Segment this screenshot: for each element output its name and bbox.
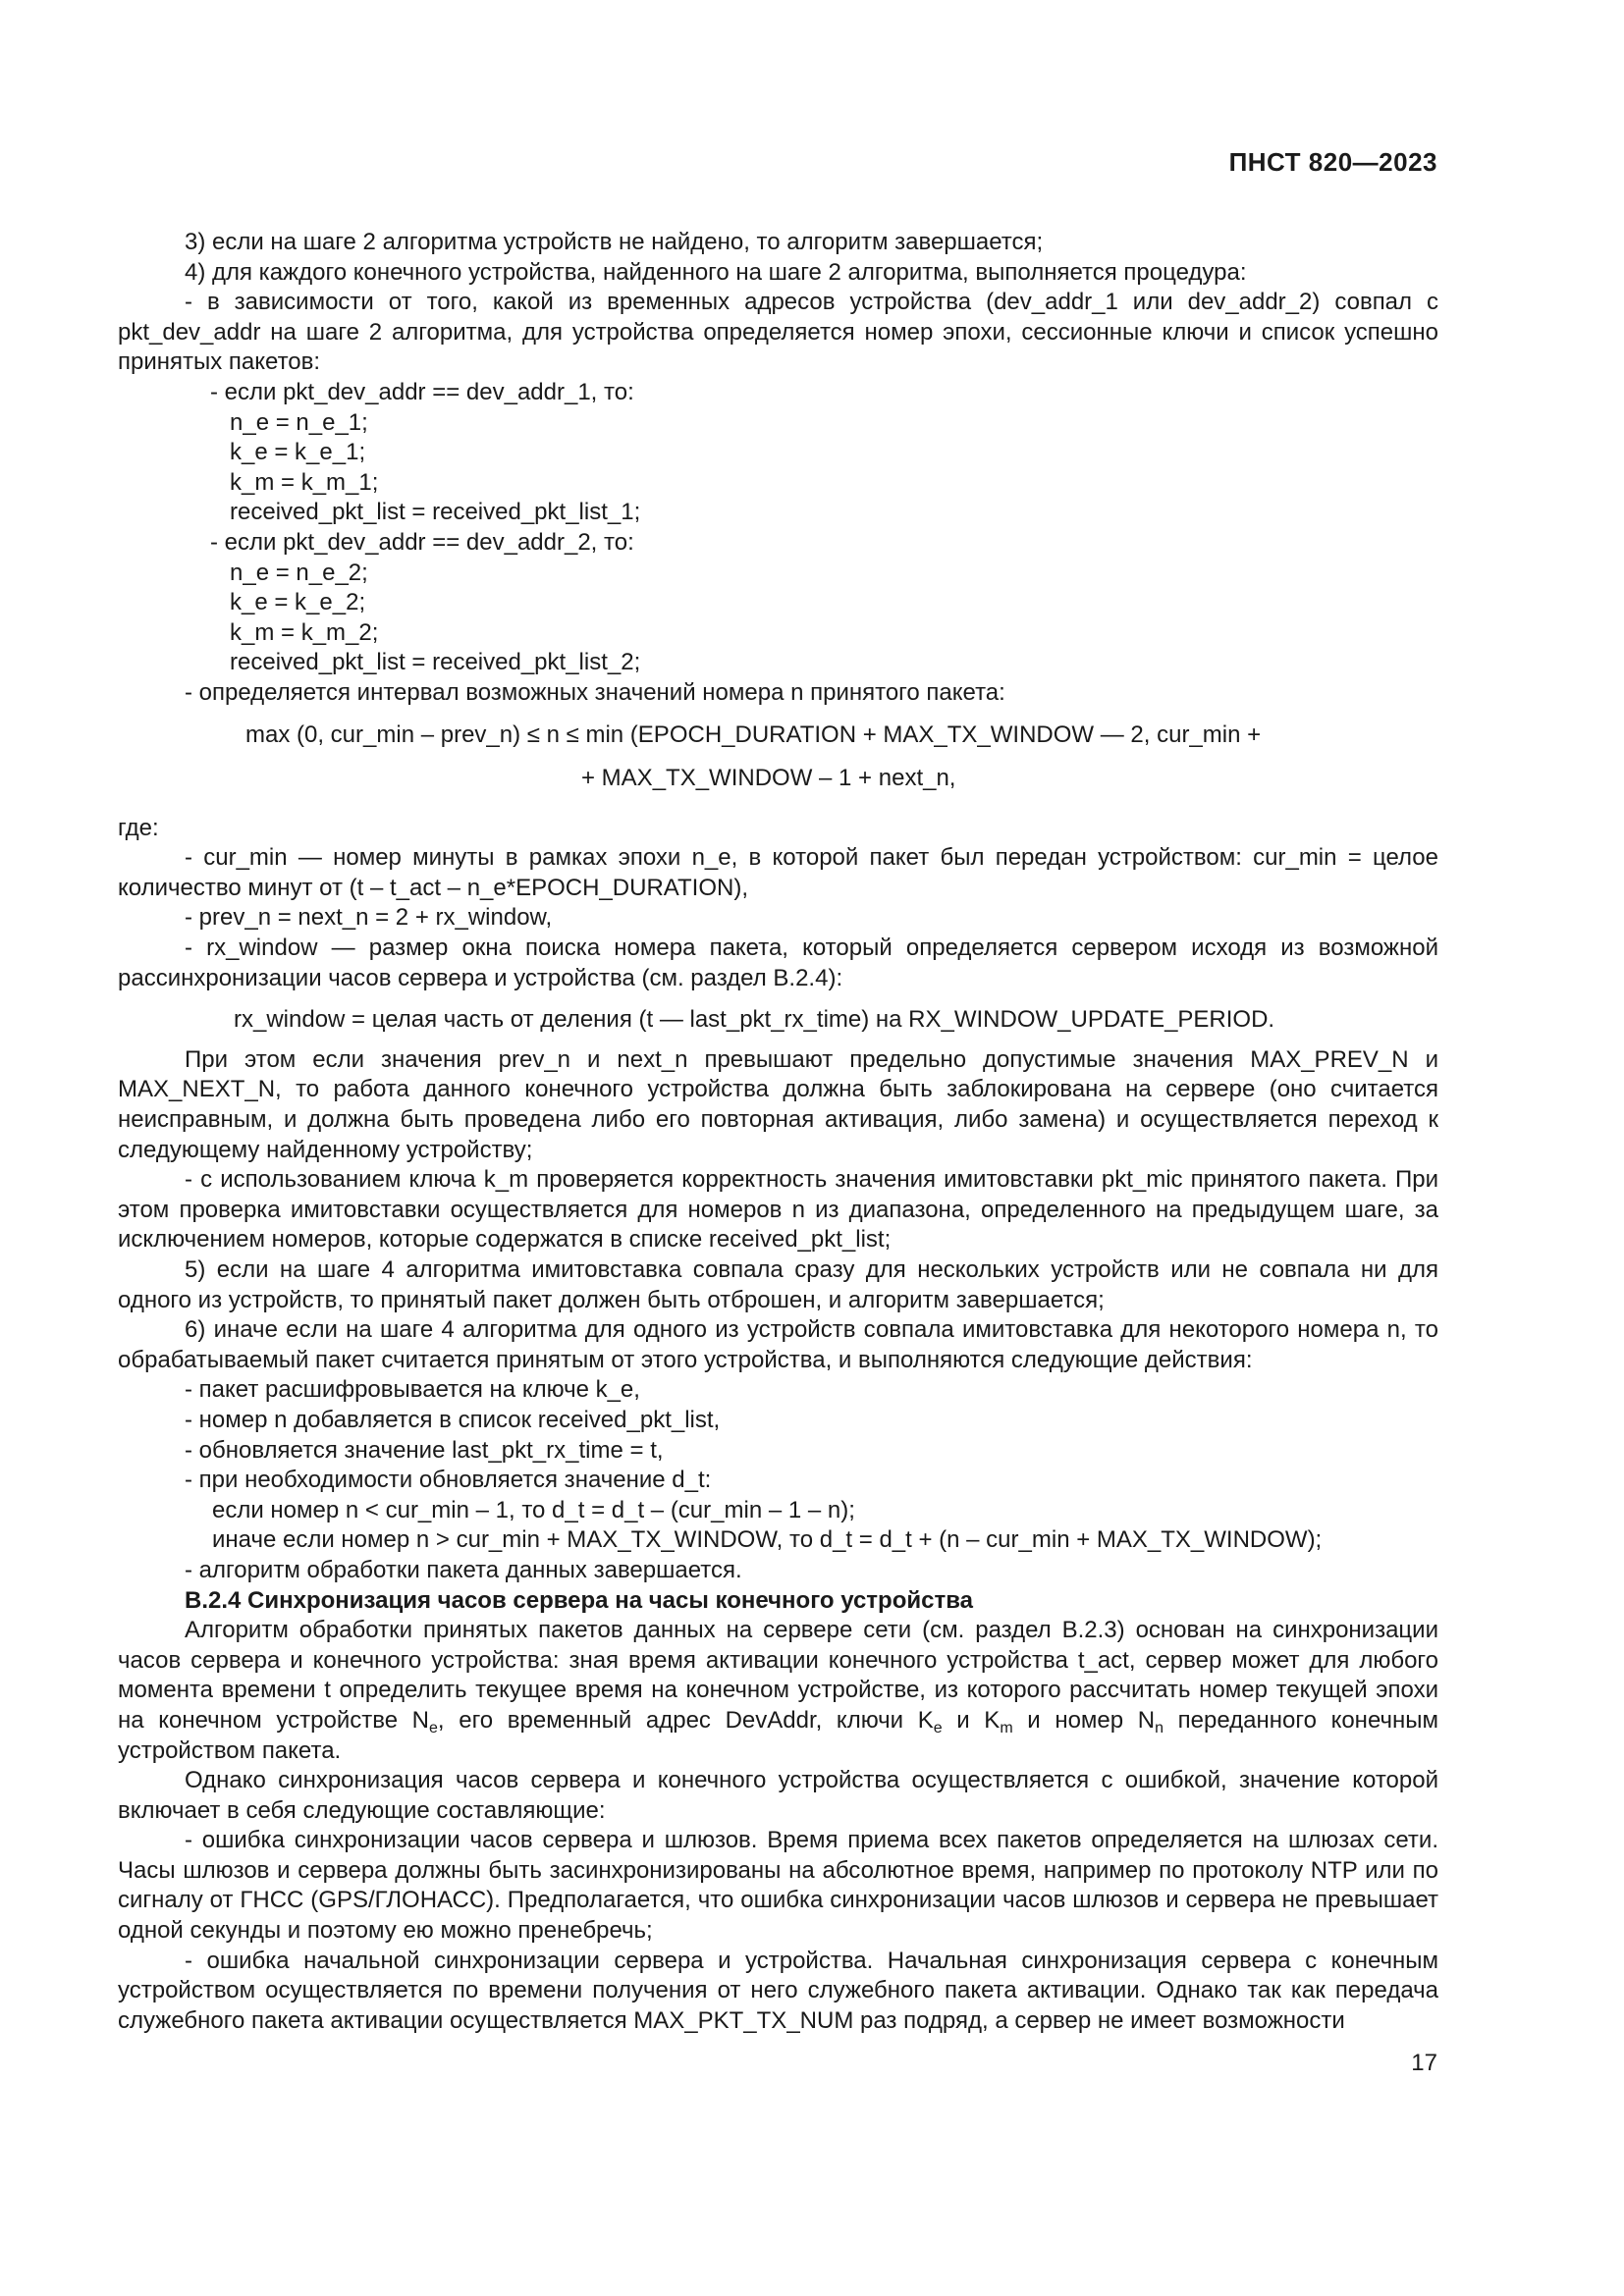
case-1-line: n_e = n_e_1; <box>230 408 368 436</box>
paragraph-block-device: При этом если значения prev_n и next_n превышают предельно допустимые значения MAX_PREV_N и MAX_NEXT_N, то работа данного конечного устройства должна быть заблокирована на сервере (оно считается неисправным, и должна быть проведена либо его повторная активация, либо замена) и осуществляется переход к следующему найденному устройству; <box>118 1045 1438 1163</box>
case-1-line: received_pkt_list = received_pkt_list_1; <box>230 499 641 526</box>
action-subitem: иначе если номер n > cur_min + MAX_TX_WINDOW, то d_t = d_t + (n – cur_min + MAX_TX_WINDOW); <box>212 1526 1323 1554</box>
case-1: - если pkt_dev_addr == dev_addr_1, то: <box>210 378 634 405</box>
case-1-line: k_e = k_e_1; <box>230 439 366 466</box>
action-item: - номер n добавляется в список received_pkt_list, <box>185 1406 721 1433</box>
step-6: 6) иначе если на шаге 4 алгоритма для одного из устройств совпала имитовставка для некоторого номера n, то обрабатываемый пакет считается принятым от этого устройства, и выполняются следующие действия: <box>118 1316 1438 1373</box>
action-subitem: если номер n < cur_min – 1, то d_t = d_t – (cur_min – 1 – n); <box>212 1496 855 1523</box>
document-code: ПНСТ 820—2023 <box>1228 147 1437 177</box>
section-heading: В.2.4 Синхронизация часов сервера на часы конечного устройства <box>185 1586 974 1614</box>
action-item: - пакет расшифровывается на ключе k_e, <box>185 1376 640 1404</box>
step-5: 5) если на шаге 4 алгоритма имитовставка совпала сразу для нескольких устройств или не совпала ни для одного из устройств, то принятый пакет должен быть отброшен, и алгоритм завершается; <box>118 1256 1438 1313</box>
paragraph-initial-sync-error: - ошибка начальной синхронизации сервера и устройства. Начальная синхронизация сервера с конечным устройством осуществляется по времени получения от него служебного пакета активации. Однако так как передача служебного пакета активации осуществляется MAX_PKT_TX_NUM раз подряд, а сервер не имеет возможности <box>118 1947 1438 2034</box>
paragraph-mic-check: - с использованием ключа k_m проверяется корректность значения имитовставки pkt_mic принятого пакета. При этом проверка имитовставки осуществляется для номеров n из диапазона, определенного на предыдущем шаге, за исключением номеров, которые содержатся в списке received_pkt_list; <box>118 1166 1438 1254</box>
step-4: 4) для каждого конечного устройства, найденного на шаге 2 алгоритма, выполняется процедура: <box>185 258 1247 286</box>
case-2-line: k_e = k_e_2; <box>230 589 366 616</box>
interval-intro: - определяется интервал возможных значений номера n принятого пакета: <box>185 678 1005 706</box>
def-rx-window: - rx_window — размер окна поиска номера пакета, который определяется сервером исходя из возможной рассинхронизации часов сервера и устройства (см. раздел В.2.4): <box>118 934 1438 991</box>
action-item: - обновляется значение last_pkt_rx_time = t, <box>185 1436 664 1464</box>
case-2: - если pkt_dev_addr == dev_addr_2, то: <box>210 528 634 556</box>
action-item: - при необходимости обновляется значение d_t: <box>185 1467 712 1494</box>
formula-rx-window: rx_window = целая часть от деления (t — last_pkt_rx_time) на RX_WINDOW_UPDATE_PERIOD. <box>234 1006 1275 1034</box>
paragraph-gateway-error: - ошибка синхронизации часов сервера и шлюзов. Время приема всех пакетов определяется на шлюзах сети. Часы шлюзов и сервера должны быть засинхронизированы на абсолютное время, например по протоколу NTP или по сигналу от ГНСС (GPS/ГЛОНАСС). Предполагается, что ошибка синхронизации часов шлюзов и сервера не превышает одной секунды и поэтому ею можно пренебречь; <box>118 1827 1438 1945</box>
paragraph-addr-match: - в зависимости от того, какой из временных адресов устройства (dev_addr_1 или dev_addr_2) совпал с pkt_dev_addr на шаге 2 алгоритма, для устройства определяется номер эпохи, сессионные ключи и список успешно принятых пакетов: <box>118 289 1438 376</box>
case-2-line: k_m = k_m_2; <box>230 618 379 646</box>
case-2-line: n_e = n_e_2; <box>230 559 368 586</box>
def-cur-min: - cur_min — номер минуты в рамках эпохи n_e, в которой пакет был передан устройством: cur_min = целое количество минут от (t – t_act – n_e*EPOCH_DURATION), <box>118 844 1438 901</box>
page-number: 17 <box>1411 2050 1437 2076</box>
paragraph-sync-error: Однако синхронизация часов сервера и конечного устройства осуществляется с ошибкой, значение которой включает в себя следующие составляющие: <box>118 1767 1438 1824</box>
where-label: где: <box>118 814 159 841</box>
def-prev-n: - prev_n = next_n = 2 + rx_window, <box>185 904 553 932</box>
action-item: - алгоритм обработки пакета данных завершается. <box>185 1556 742 1583</box>
step-3: 3) если на шаге 2 алгоритма устройств не найдено, то алгоритм завершается; <box>185 229 1044 255</box>
formula-interval-1: max (0, cur_min – prev_n) ≤ n ≤ min (EPOCH_DURATION + MAX_TX_WINDOW — 2, cur_min + <box>245 721 1262 748</box>
paragraph-sync-basis: Алгоритм обработки принятых пакетов данных на сервере сети (см. раздел В.2.3) основан на синхронизации часов сервера и конечного устройства: зная время активации конечного устройства t_act, сервер может для любого момента времени t определить текущее время на конечном устройстве, из которого рассчитать номер текущей эпохи на конечном устройстве $N_e$, его временный адрес DevAddr, ключи $K_e$ и $K_m$ и номер $N_n$ переданного конечным устройством пакета. <box>118 1617 1438 1764</box>
formula-interval-2: + MAX_TX_WINDOW – 1 + next_n, <box>581 765 956 792</box>
page-body <box>118 228 1438 2036</box>
case-1-line: k_m = k_m_1; <box>230 468 379 496</box>
case-2-line: received_pkt_list = received_pkt_list_2; <box>230 649 641 676</box>
